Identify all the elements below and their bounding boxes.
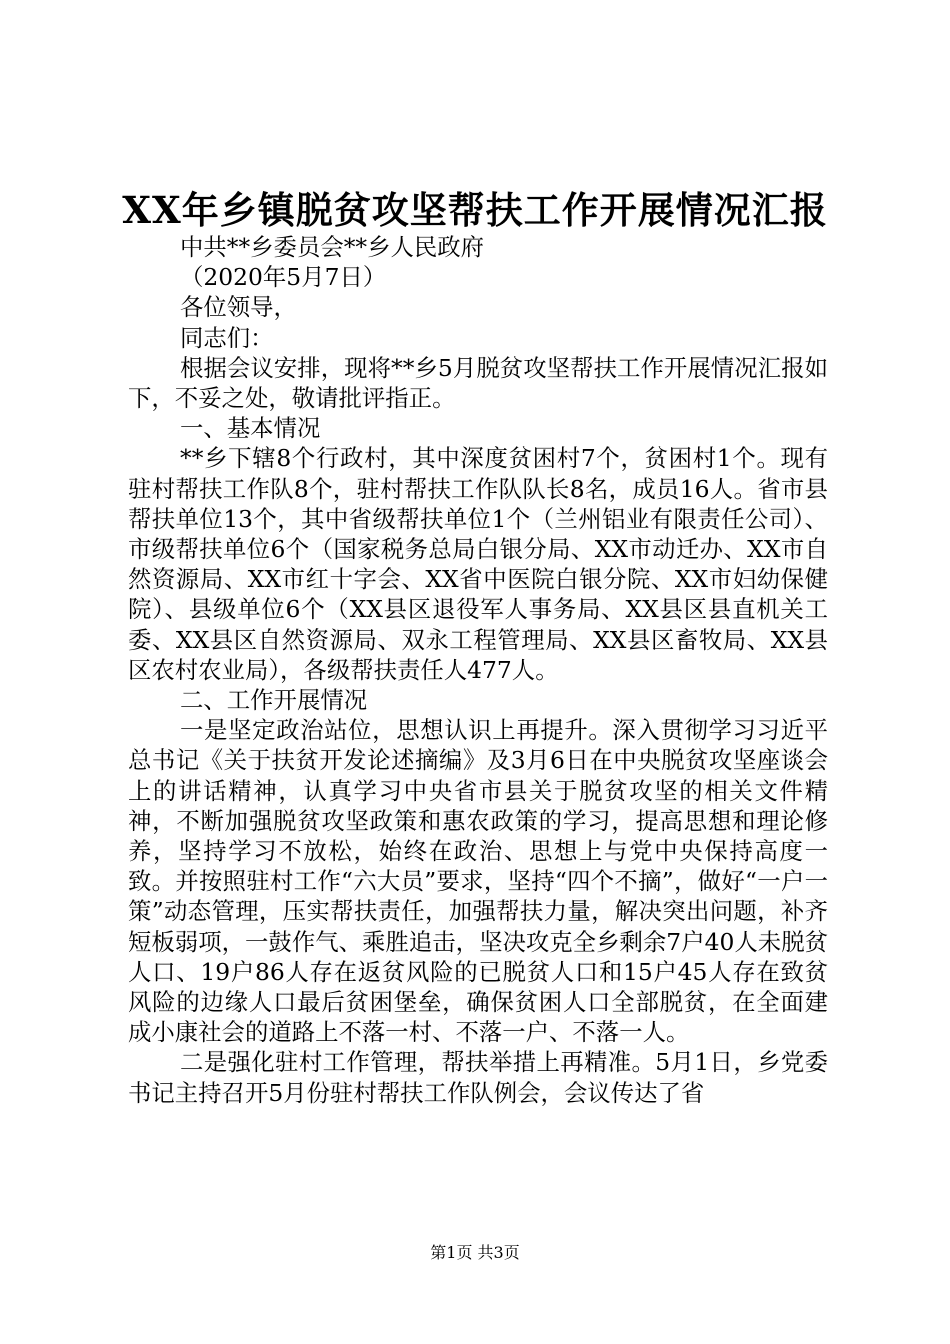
salutation-comrades: 同志们： — [180, 323, 274, 352]
intro-paragraph: 根据会议安排，现将**乡5月脱贫攻坚帮扶工作开展情况汇报如下，不妥之处，敬请批评指正。 — [128, 353, 828, 413]
document-title: XX年乡镇脱贫攻坚帮扶工作开展情况汇报 — [122, 188, 828, 232]
work-paragraph-1: 一是坚定政治站位，思想认识上再提升。深入贯彻学习习近平总书记《关于扶贫开发论述摘编》及3月6日在中央脱贫攻坚座谈会上的讲话精神，认真学习中央省市县关于脱贫攻坚的相关文件精神，不断加强脱贫攻坚政策和惠农政策的学习，提高思想和理论修养，坚持学习不放松，始终在政治、思想上与党中央保持高度一致。并按照驻村工作“六大员”要求，坚持“四个不摘”，做好“一户一策”动态管理，压实帮扶责任，加强帮扶力量，解决突出问题，补齐短板弱项，一鼓作气、乘胜追击，坚决攻克全乡剩余7户40人未脱贫人口、19户86人存在返贫风险的已脱贫人口和15户45人存在致贫风险的边缘人口最后贫困堡垒，确保贫困人口全部脱贫，在全面建成小康社会的道路上不落一村、不落一户、不落一人。 — [128, 716, 828, 1047]
document-body — [128, 232, 828, 1108]
section-heading-2: 二、工作开展情况 — [180, 686, 368, 715]
basic-situation-paragraph: **乡下辖8个行政村，其中深度贫困村7个，贫困村1个。现有驻村帮扶工作队8个，驻村帮扶工作队队长8名，成员16人。省市县帮扶单位13个，其中省级帮扶单位1个（兰州铝业有限责任公司）、市级帮扶单位6个（国家税务总局白银分局、XX市动迁办、XX市自然资源局、XX市红十字会、XX省中医院白银分院、XX市妇幼保健院）、县级单位6个（XX县区退役军人事务局、XX县区县直机关工委、XX县区自然资源局、双永工程管理局、XX县区畜牧局、XX县区农村农业局），各级帮扶责任人477人。 — [128, 444, 828, 684]
salutation-leaders: 各位领导， — [180, 293, 297, 322]
section-heading-1: 一、基本情况 — [180, 414, 321, 443]
page-footer: 第1页 共3页 — [430, 1243, 520, 1262]
issuer-line: 中共**乡委员会**乡人民政府 — [180, 233, 485, 261]
date-line: （2020年5月7日） — [180, 263, 387, 292]
work-paragraph-2: 二是强化驻村工作管理，帮扶举措上再精准。5月1日，乡党委书记主持召开5月份驻村帮扶工作队例会，会议传达了省 — [128, 1048, 828, 1107]
